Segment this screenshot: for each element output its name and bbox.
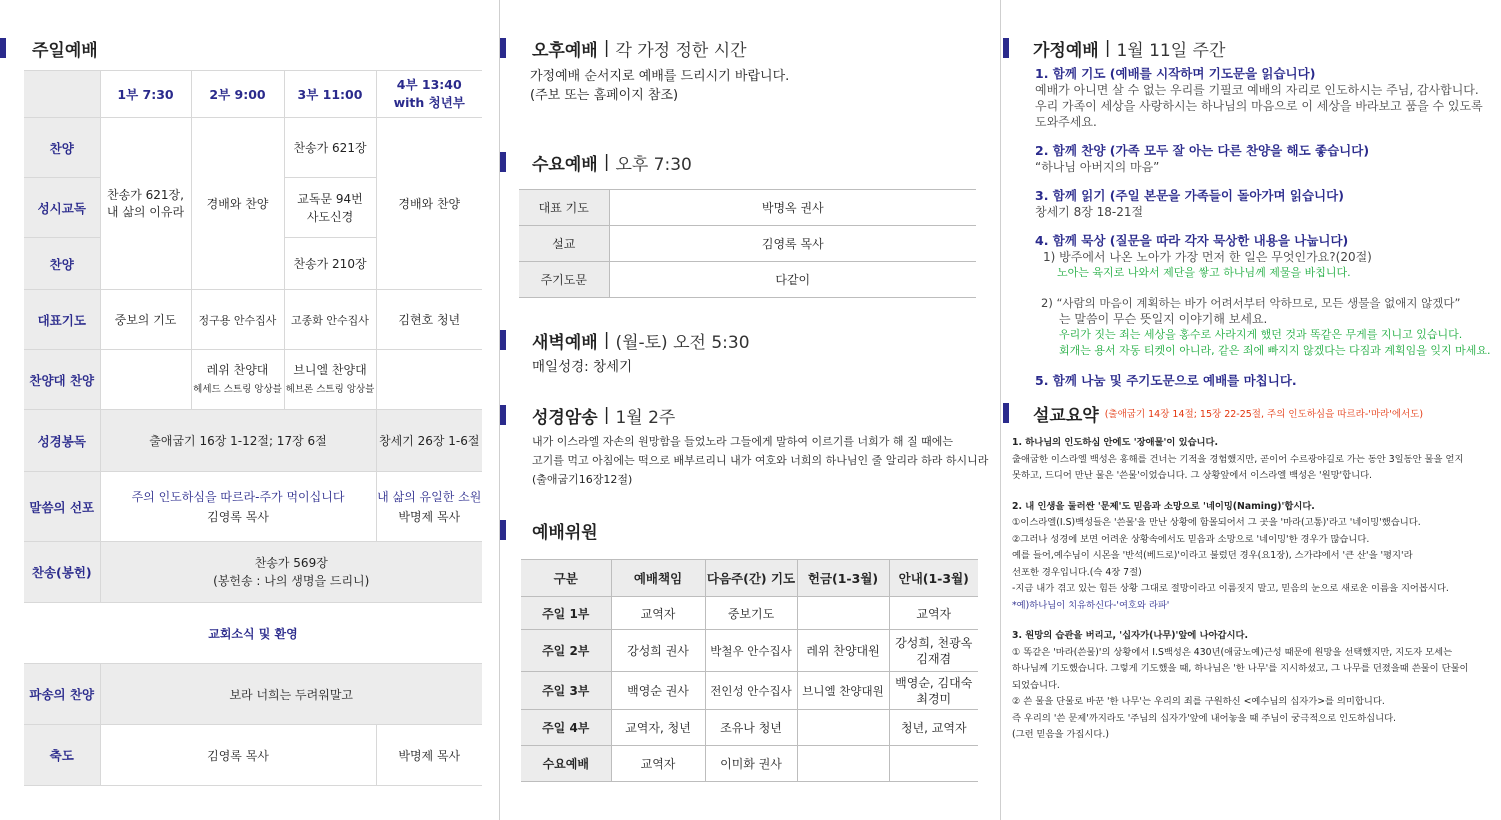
service3-reading-a: 교독문 94번 (297, 191, 363, 206)
committee-row (521, 672, 978, 710)
committee-table (521, 559, 978, 782)
sermon-summary-body (1012, 435, 1497, 744)
header-service-4-time: 4부 13:40 (396, 77, 462, 92)
service2-prayer: 정구용 안수집사 (191, 290, 284, 350)
offering-hymn: 찬송가 569장 (254, 556, 328, 570)
committee-cell: 교역자, 청년 (611, 710, 705, 746)
committee-name: 예배위원 (532, 522, 598, 543)
sermon-point2-line: 선포한 경우입니다.(슥 4장 7절) (1012, 566, 1142, 578)
row-label-reading: 성시교독 (24, 178, 100, 238)
wednesday-row (519, 190, 976, 226)
sermon-point3-line: 즉 우리의 '쓴 문제'까지라도 '주님의 십자가'앞에 내어놓을 때 주님이 궁극적으로 인도하십니다. (1012, 712, 1397, 724)
header-service-4 (376, 71, 482, 118)
service3-praise1: 찬송가 621장 (284, 118, 376, 178)
wednesday-label: 주기도문 (519, 262, 609, 298)
committee-header: 헌금(1-3월) (797, 560, 889, 597)
wednesday-row (519, 226, 976, 262)
row-label-offering: 찬송(봉헌) (24, 542, 100, 603)
committee-header: 구분 (521, 560, 611, 597)
sermon-point2-title: 2. 내 인생을 둘러싼 '문제'도 믿음과 소망으로 '네이밍(Naming)'합시다. (1012, 500, 1315, 512)
section-bar (500, 38, 506, 58)
service4-prayer: 김현호 청년 (376, 290, 482, 350)
committee-row (521, 746, 978, 782)
family-title (1001, 36, 1225, 60)
family-step4-a1: 노아는 육지로 나와서 제단을 쌓고 하나님께 제물을 바칩니다. (1057, 266, 1351, 279)
family-step4-q2b: 는 말씀이 무슨 뜻일지 이야기해 보세요. (1059, 312, 1268, 326)
committee-row-label: 수요예배 (521, 746, 611, 782)
afternoon-desc (530, 67, 789, 105)
row-label-scripture: 성경봉독 (24, 410, 100, 472)
committee-cell: 전인성 안수집사 (705, 672, 797, 710)
family-name: 가정예배 (1033, 40, 1099, 61)
title-separator: | (603, 152, 610, 172)
header-service-1: 1부 7:30 (100, 71, 191, 118)
committee-cell: 백영순 권사 (611, 672, 705, 710)
service3-choir-name: 브니엘 찬양대 (293, 362, 367, 377)
sermon-point1-line: 출애굽한 이스라엘 백성은 홍해를 건너는 기적을 경험했지만, 곧이어 수르광야길로 가는 동안 3일동안 물을 얻지 (1012, 453, 1464, 465)
row-label-sermon: 말씀의 선포 (24, 472, 100, 542)
dawn-name: 새벽예배 (532, 332, 598, 353)
afternoon-title (500, 36, 747, 60)
sermon-summary-ref: (출애굽기 14장 14절; 15장 22-25절, 주의 인도하심을 따르라-'마라'에서도) (1104, 409, 1424, 420)
afternoon-line2: (주보 또는 홈페이지 참조) (530, 88, 679, 103)
family-week: 1월 11일 주간 (1116, 40, 1226, 61)
wednesday-time: 오후 7:30 (615, 154, 692, 175)
family-step1-line: 우리 가족이 세상을 사랑하시는 하나님의 마음으로 이 세상을 바라보고 품을 수 있도록 (1035, 99, 1483, 113)
offering-song: (봉헌송 : 나의 생명을 드리니) (213, 574, 370, 588)
family-step1-line: 도와주세요. (1035, 115, 1097, 129)
section-bar (500, 405, 506, 425)
sermon-main-title: 주의 인도하심을 따르라-주가 먹이십니다 (131, 489, 345, 504)
service4-praise-cell: 경배와 찬양 (376, 118, 482, 290)
family-step4-q2a: 2) “사람의 마음이 계획하는 바가 어려서부터 악하므로, 모든 생물을 없애지 않겠다” (1041, 296, 1461, 310)
committee-row (521, 710, 978, 746)
section-bar (1003, 38, 1009, 58)
dawn-time: (월-토) 오전 5:30 (615, 332, 750, 353)
wednesday-row (519, 262, 976, 298)
header-service-3: 3부 11:00 (284, 71, 376, 118)
sermon-main (100, 472, 376, 542)
wednesday-value: 다같이 (609, 262, 976, 298)
family-step4-title: 4. 함께 묵상 (질문을 따라 각자 묵상한 내용을 나눕니다) (1035, 233, 1349, 248)
memory-title (500, 403, 675, 427)
family-step4-a2a: 우리가 짓는 죄는 세상을 홍수로 사라지게 했던 것과 똑같은 무게를 지니고 있습니다. (1059, 328, 1463, 341)
service1-song: 내 삶의 이유라 (106, 204, 185, 219)
service2-praise-cell: 경배와 찬양 (191, 118, 284, 290)
sermon-main-preacher: 김영록 목사 (207, 509, 269, 524)
memory-week: 1월 2주 (615, 407, 676, 428)
family-step4-a2b: 회개는 용서 자동 티켓이 아니라, 같은 죄에 빠지지 않겠다는 다짐과 계획임을 잊지 마세요. (1059, 344, 1491, 357)
committee-cell: 청년, 교역자 (889, 710, 978, 746)
header-service-4-youth: with 청년부 (393, 95, 465, 110)
send-song: 보라 너희는 두려워말고 (100, 664, 482, 725)
committee-cell: 교역자 (611, 746, 705, 782)
committee-cell: 교역자 (611, 597, 705, 630)
sunday-column (0, 0, 498, 820)
sermon-point2-line: ②그러나 성경에 보면 어려운 상황속에서도 믿음과 소망으로 '네이밍'한 경우가 많습니다. (1012, 533, 1370, 545)
afternoon-time: 각 가정 정한 시간 (615, 40, 747, 61)
service3-ensemble: 헤브론 스트링 앙상블 (285, 383, 375, 395)
sermon-point3-line: ① 똑같은 '마라(쓴물)'의 상황에서 I.S백성은 430년(애굽노예)근성 때문에 원망을 선택했지만, 지도자 모세는 (1012, 646, 1453, 658)
committee-header: 다음주(간) 기도 (705, 560, 797, 597)
wednesday-value: 김영록 목사 (609, 226, 976, 262)
family-step1-line: 예배가 아니면 살 수 없는 우리를 기필코 예배의 자리로 인도하시는 주님, 감사합니다. (1035, 83, 1479, 97)
committee-cell (797, 597, 889, 630)
row-label-prayer: 대표기도 (24, 290, 100, 350)
service2-ensemble: 헤세드 스트링 앙상블 (193, 383, 282, 395)
dawn-line: 매일성경: 창세기 (532, 359, 633, 375)
committee-cell: 박철우 안수집사 (705, 630, 797, 672)
committee-row-label: 주일 2부 (521, 630, 611, 672)
committee-row (521, 597, 978, 630)
title-separator: | (603, 38, 610, 58)
committee-row (521, 630, 978, 672)
title-separator: | (603, 330, 610, 350)
offering-cell (100, 542, 482, 603)
committee-cell: 강성희, 천광옥 김재겸 (889, 630, 978, 672)
committee-cell: 교역자 (889, 597, 978, 630)
service3-praise2: 찬송가 210장 (284, 238, 376, 290)
service2-choir (191, 350, 284, 410)
family-step3-line: 창세기 8장 18-21절 (1035, 205, 1144, 219)
section-bar (0, 38, 6, 58)
committee-cell: 중보기도 (705, 597, 797, 630)
afternoon-line1: 가정예배 순서지로 예배를 드리시기 바랍니다. (530, 69, 790, 84)
wednesday-table (519, 189, 976, 298)
family-step3-title: 3. 함께 읽기 (주일 본문을 가족들이 돌아가며 읽습니다) (1035, 188, 1344, 203)
committee-cell: 레위 찬양대원 (797, 630, 889, 672)
service1-prayer: 중보의 기도 (100, 290, 191, 350)
sermon-point3-line: 하나님께 기도했습니다. 그렇게 기도했을 때, 하나님은 '한 나무'를 지시하셨고, 그 나무를 던졌을때 쓴물이 단물이 (1012, 663, 1469, 674)
sermon-point3-line: 되었습니다. (1012, 679, 1060, 691)
sermon-point3-line: (그런 믿음을 가집시다.) (1012, 729, 1109, 740)
committee-cell: 조유나 청년 (705, 710, 797, 746)
wednesday-label: 설교 (519, 226, 609, 262)
dawn-title (500, 328, 750, 352)
sunday-title-text: 주일예배 (32, 40, 98, 61)
wednesday-value: 박명옥 권사 (609, 190, 976, 226)
committee-cell: 이미화 권사 (705, 746, 797, 782)
sermon-point2-line: *예)하나님이 치유하신다-'여호와 라파' (1012, 599, 1170, 611)
committee-row-label: 주일 3부 (521, 672, 611, 710)
header-corner (24, 71, 100, 118)
committee-cell: 백영순, 김대숙 최경미 (889, 672, 978, 710)
sermon-point2-line: ①이스라엘(I.S)백성들은 '쓴물'을 만난 상황에 함몰되어서 그 곳을 '마라(고통)'라고 '네이밍'했습니다. (1012, 517, 1421, 528)
row-label-praise1: 찬양 (24, 118, 100, 178)
sermon-service4-preacher: 박명제 목사 (398, 509, 461, 524)
family-worship-body (1035, 66, 1495, 389)
blessing-main: 김영록 목사 (100, 725, 376, 786)
row-label-praise2: 찬양 (24, 238, 100, 290)
section-bar (500, 330, 506, 350)
committee-cell (889, 746, 978, 782)
service3-reading (284, 178, 376, 238)
committee-header: 안내(1-3월) (889, 560, 978, 597)
blessing-service4: 박명제 목사 (376, 725, 482, 786)
section-bar (1003, 403, 1009, 423)
sermon-point2-line: -지금 내가 겪고 있는 힘든 상황 그대로 절망이라고 이름짓지 말고, 믿음의 눈으로 새로운 이름을 지어봅시다. (1012, 583, 1449, 594)
sermon-point3-title: 3. 원망의 습관을 버리고, '십자가(나무)'앞에 나아갑시다. (1012, 630, 1249, 641)
sermon-summary-name: 설교요약 (1033, 405, 1099, 426)
header-service-2: 2부 9:00 (191, 71, 284, 118)
sermon-service4-title: 내 삶의 유일한 소원 (377, 489, 482, 504)
sunday-service-table (24, 70, 482, 786)
service2-choir-name: 레위 찬양대 (206, 362, 269, 377)
service1-hymn: 찬송가 621장, (107, 187, 184, 202)
committee-cell (797, 710, 889, 746)
wednesday-name: 수요예배 (532, 154, 598, 175)
committee-title (500, 518, 598, 542)
right-column (1001, 0, 1501, 820)
memory-line3: (출애굽기16장12절) (532, 473, 633, 486)
middle-column (500, 0, 1000, 820)
sermon-point1-title: 1. 하나님의 인도하심 안에도 '장애물'이 있습니다. (1012, 437, 1219, 448)
service4-choir (376, 350, 482, 410)
sermon-point1-line: 못하고, 드디어 만난 물은 '쓴물'이었습니다. 그 상황앞에서 이스라엘 백성은 '원망'합니다. (1012, 470, 1373, 481)
row-label-send-song: 파송의 찬양 (24, 664, 100, 725)
sermon-point3-line: ② 쓴 물을 단물로 바꾼 '한 나무'는 우리의 죄를 구원하신 <예수님의 십자가>를 의미합니다. (1012, 696, 1385, 707)
title-separator: | (603, 405, 610, 425)
sunday-title (0, 36, 98, 60)
service3-reading-b: 사도신경 (306, 209, 354, 224)
memory-verse (532, 432, 988, 489)
family-step2-title: 2. 함께 찬양 (가족 모두 잘 아는 다른 찬양을 해도 좋습니다) (1035, 143, 1370, 158)
scripture-main: 출애굽기 16장 1-12절; 17장 6절 (100, 410, 376, 472)
family-step2-line: “하나님 아버지의 마음” (1035, 160, 1160, 174)
row-label-blessing: 축도 (24, 725, 100, 786)
service1-praise-cell (100, 118, 191, 290)
sermon-service4 (376, 472, 482, 542)
committee-cell: 강성희 권사 (611, 630, 705, 672)
committee-row-label: 주일 4부 (521, 710, 611, 746)
section-bar (500, 520, 506, 540)
afternoon-name: 오후예배 (532, 40, 598, 61)
committee-row-label: 주일 1부 (521, 597, 611, 630)
wednesday-label: 대표 기도 (519, 190, 609, 226)
service3-prayer: 고종화 안수집사 (284, 290, 376, 350)
title-separator: | (1104, 38, 1111, 58)
sermon-summary-title (1001, 401, 1423, 425)
committee-header: 예배책임 (611, 560, 705, 597)
committee-cell: 브니엘 찬양대원 (797, 672, 889, 710)
wednesday-title (500, 150, 692, 174)
service3-choir (284, 350, 376, 410)
family-step1-title: 1. 함께 기도 (예배를 시작하며 기도문을 읽습니다) (1035, 66, 1316, 81)
section-bar (500, 152, 506, 172)
service1-choir (100, 350, 191, 410)
family-step5-title: 5. 함께 나눔 및 주기도문으로 예배를 마칩니다. (1035, 373, 1297, 388)
row-label-choir: 찬양대 찬양 (24, 350, 100, 410)
committee-cell (797, 746, 889, 782)
memory-line1: 내가 이스라엘 자손의 원망함을 들었노라 그들에게 말하여 이르기를 너희가 해 질 때에는 (532, 435, 953, 448)
family-step4-q1: 1) 방주에서 나온 노아가 가장 먼저 한 일은 무엇인가요?(20절) (1043, 250, 1372, 264)
memory-line2: 고기를 먹고 아침에는 떡으로 배부르리니 내가 여호와 너희의 하나님인 줄 알리라 하라 하시니라 (532, 454, 989, 467)
scripture-service4: 창세기 26장 1-6절 (376, 410, 482, 472)
memory-name: 성경암송 (532, 407, 598, 428)
sermon-point2-line: 예를 들어,예수님이 시몬을 '반석(베드로)'이라고 불렀던 경우(요1장), 스가랴에서 '큰 산'을 '평지'라 (1012, 550, 1413, 561)
church-news: 교회소식 및 환영 (24, 603, 482, 664)
